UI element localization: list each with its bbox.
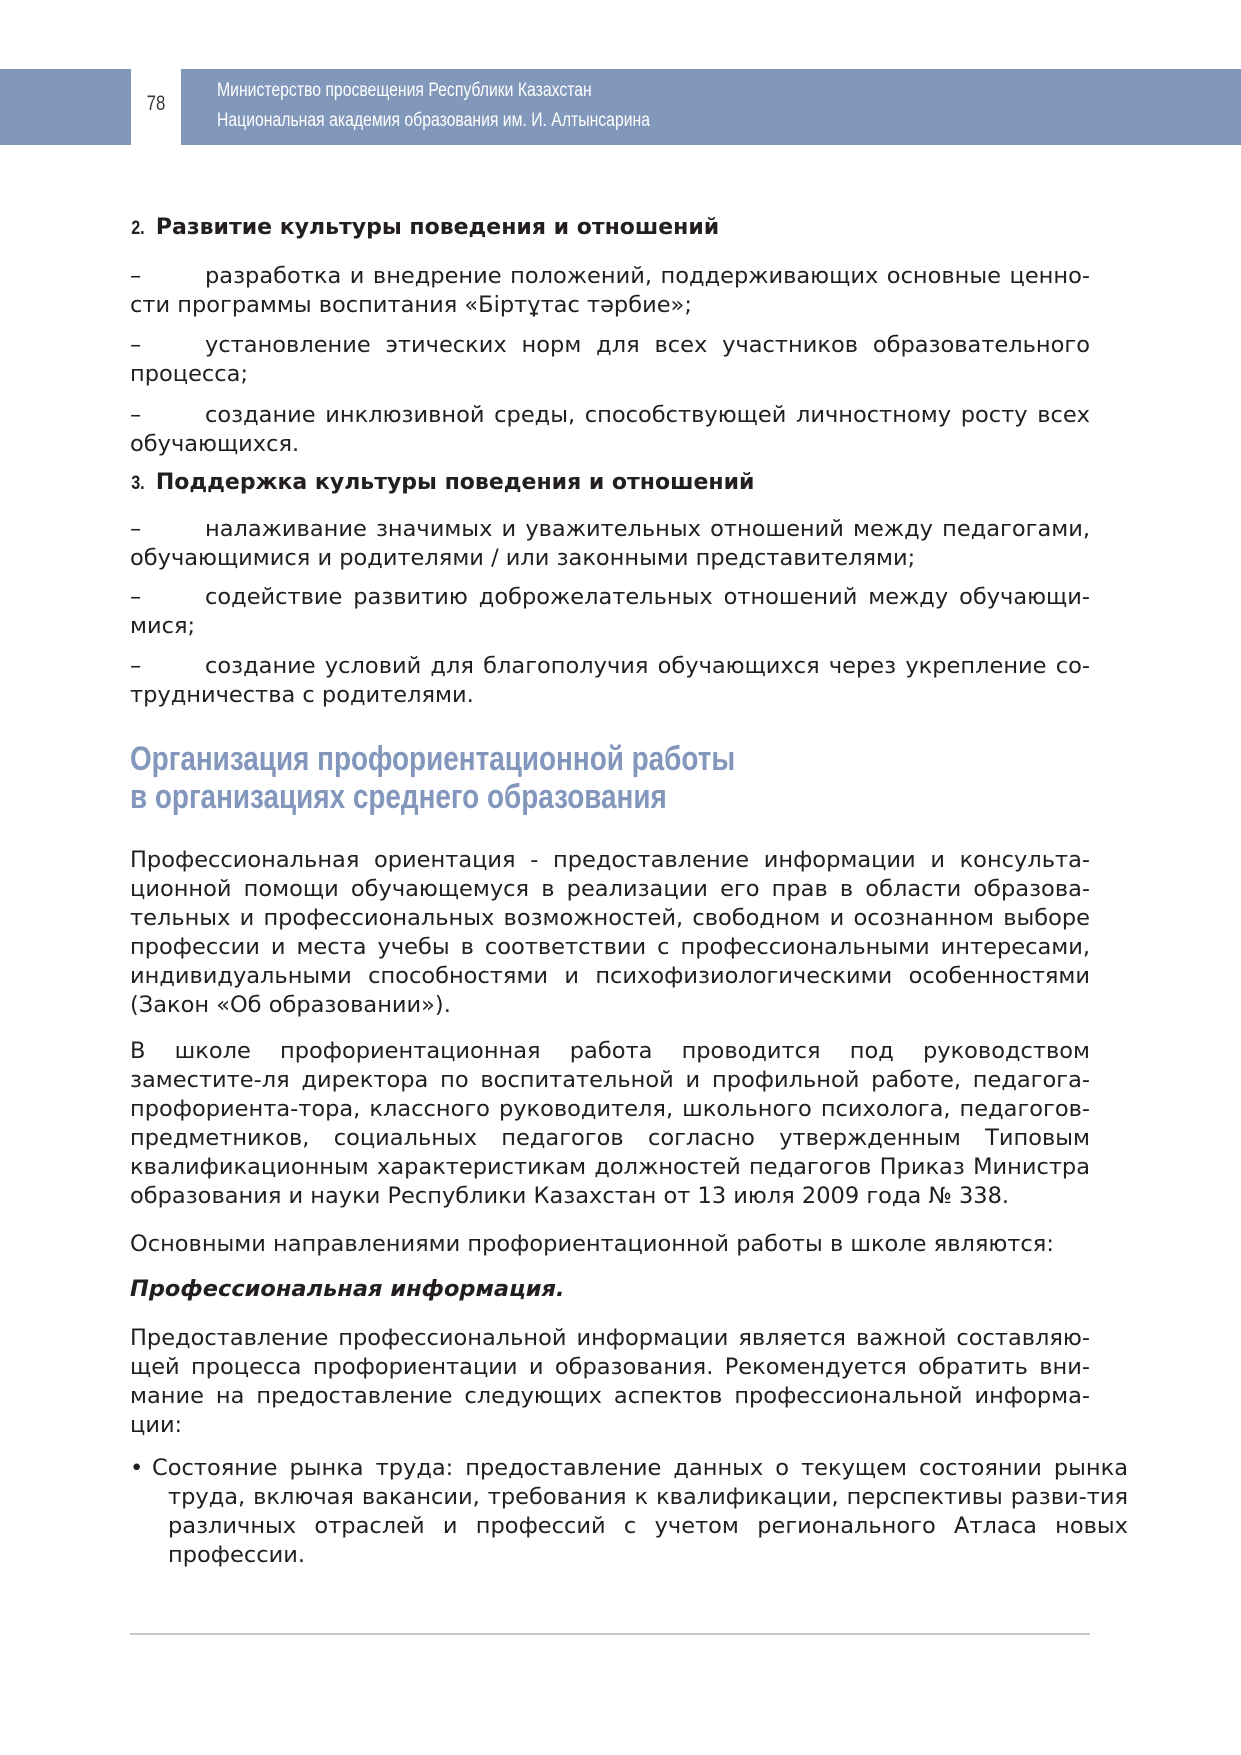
bullet-marker: • xyxy=(130,1455,144,1481)
item-text: налаживание значимых и уважительных отношений между педагогами, обучающимися и родителями / или законными представителями; xyxy=(130,516,1090,571)
chapter-heading-line-1: Организация профориентационной работы xyxy=(130,740,736,778)
section-3-item-2 xyxy=(130,583,1090,641)
item-text: создание инклюзивной среды, способствующей личностному росту всех обучающихся. xyxy=(130,402,1090,457)
paragraph-definition: Профессиональная ориентация - предоставление информации и консульта-ционной помощи обучающемуся в реализации его прав в области образова-тельных и профессиональных возможностей, свободном и осознанном выборе профессии и места учебы в соответствии с профессиональными интересами, индивидуальными способностями и психофизиологическими особенностями (Закон «Об образовании»). xyxy=(130,847,1090,1018)
paragraph-responsibility: В школе профориентационная работа проводится под руководством заместите-ля директора по воспитательной и профильной работе, педагога-профориента-тора, классного руководителя, школьного психолога, педагогов-предметников, социальных педагогов согласно утвержденным Типовым квалификационным характеристикам должностей педагогов Приказ Министра образования и науки Республики Казахстан от 13 июля 2009 года № 338. xyxy=(130,1038,1090,1209)
publisher-ministry: Министерство просвещения Республики Казахстан xyxy=(217,80,592,101)
chapter-heading xyxy=(130,740,917,816)
item-text: создание условий для благополучия обучающихся через укрепление со-трудничества с родителями. xyxy=(130,653,1090,708)
dash-marker: – xyxy=(130,584,142,610)
subheading-professional-information: Профессиональная информация. xyxy=(130,1276,565,1302)
item-text: установление этических норм для всех участников образовательного процесса; xyxy=(130,332,1090,387)
section-3 xyxy=(130,470,1090,495)
footer-rule xyxy=(130,1633,1090,1635)
item-text: разработка и внедрение положений, поддерживающих основные ценно-сти программы воспитания «Біртұтас тәрбие»; xyxy=(130,263,1090,318)
section-2-item-2 xyxy=(130,331,1090,389)
item-text: содействие развитию доброжелательных отношений между обучающи-мися; xyxy=(130,584,1090,639)
dash-marker: – xyxy=(130,653,142,679)
header-band xyxy=(0,69,1241,145)
dash-marker: – xyxy=(130,516,142,542)
paragraph-directions: Основными направлениями профориентационной работы в школе являются: xyxy=(130,1231,1054,1257)
bullet-text: Состояние рынка труда: предоставление данных о текущем состоянии рынка труда, включая вакансии, требования к квалификации, перспективы разви-тия различных отраслей и профессий с учетом регионального Атласа новых профессии. xyxy=(152,1455,1128,1568)
dash-marker: – xyxy=(130,332,142,358)
section-3-title-text: Поддержка культуры поведения и отношений xyxy=(155,470,755,495)
chapter-heading-line-2: в организациях среднего образования xyxy=(130,778,667,816)
bullet-labor-market xyxy=(130,1454,1128,1570)
section-3-item-3 xyxy=(130,652,1090,710)
section-2 xyxy=(130,215,1090,240)
section-3-item-1 xyxy=(130,515,1090,573)
section-2-item-1 xyxy=(130,262,1090,320)
page-number: 78 xyxy=(146,92,166,115)
section-2-number: 2. xyxy=(131,218,145,239)
section-3-number: 3. xyxy=(131,473,145,494)
dash-marker: – xyxy=(130,263,142,289)
section-3-title xyxy=(130,470,1090,495)
section-2-item-3 xyxy=(130,401,1090,459)
dash-marker: – xyxy=(130,402,142,428)
publisher-academy: Национальная академия образования им. И. Алтынсарина xyxy=(217,110,651,131)
paragraph-information: Предоставление профессиональной информации является важной составляю-щей процесса профориентации и образования. Рекомендуется обратить вни-мание на предоставление следующих аспектов профессиональной информа-ции: xyxy=(130,1325,1090,1438)
section-2-title xyxy=(130,215,1090,240)
section-2-title-text: Развитие культуры поведения и отношений xyxy=(155,215,720,240)
